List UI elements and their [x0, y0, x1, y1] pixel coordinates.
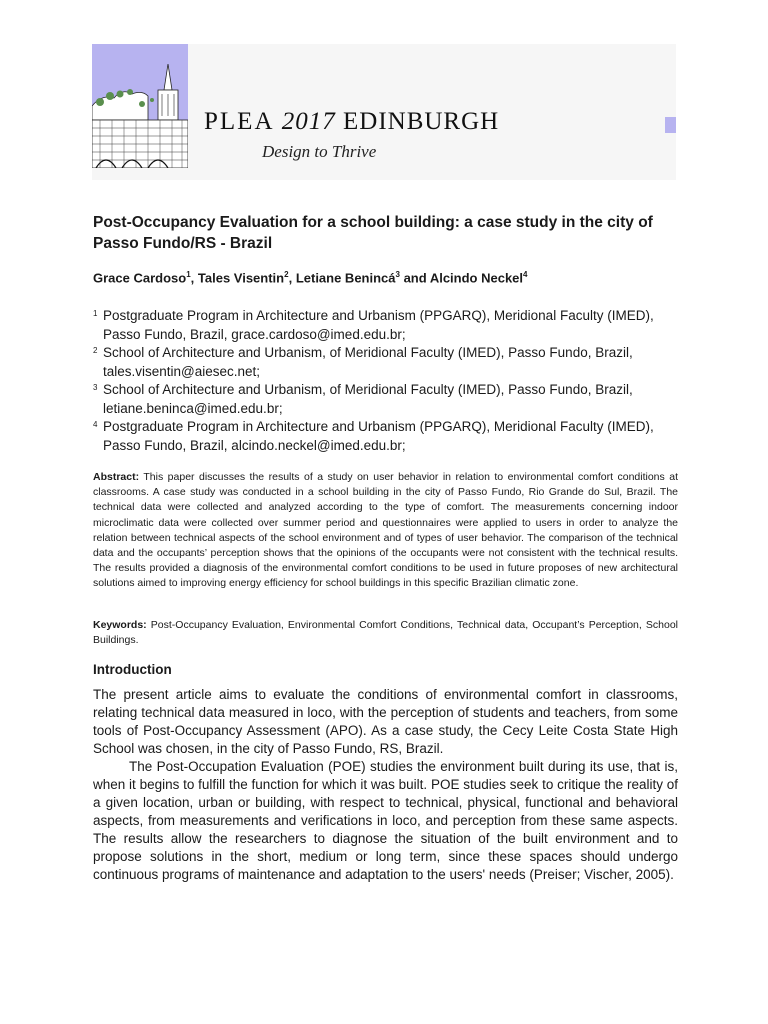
keywords-text: Post-Occupancy Evaluation, Environmental Comfort Conditions, Technical data, Occupant’s Perception, School Buildings.	[93, 619, 678, 647]
paper-title: Post-Occupancy Evaluation for a school building: a case study in the city of Passo Fundo/RS - Brazil	[93, 214, 653, 252]
author-separator: and	[399, 270, 430, 286]
affiliation-item	[93, 418, 683, 455]
author-name: Tales Visentin	[197, 270, 285, 286]
affiliation-text: Postgraduate Program in Architecture and Urbanism (PPGARQ), Meridional Faculty (IMED), Passo Fundo, Brazil, alcindo.neckel@imed.edu.br;	[103, 419, 654, 453]
abstract	[93, 470, 678, 592]
skyline-drawing	[92, 44, 188, 168]
affiliation-superscript: 4	[93, 420, 98, 429]
affiliation-superscript: 2	[93, 346, 98, 355]
abstract-label: Abstract:	[93, 471, 140, 483]
author-superscript: 1	[186, 270, 191, 279]
affiliation-text: School of Architecture and Urbanism, of Meridional Faculty (IMED), Passo Fundo, Brazil, tales.visentin@aiesec.net;	[103, 345, 633, 379]
affiliation-item	[93, 381, 683, 418]
conference-subtitle: Design to Thrive	[262, 142, 377, 161]
author-superscript: 4	[523, 270, 528, 279]
author-name: Grace Cardoso	[93, 270, 187, 286]
abstract-text: This paper discusses the results of a study on user behavior in relation to environmental comfort conditions at classrooms. A case study was conducted in a school building in the city of Passo Fundo, Rio Grande do Sul, Brazil. The technical data were collected and analyzed according to the type of comfort. The measurements concerning indoor microclimatic data were collected over summer period and questionnaires were applied to users in order to analyze the relation between technical aspects of the school environment and of types of user behavior. The comparison of the technical data and the occupants’ perception shows that the opinions of the occupants were not consistent with the technical results. The results provided a diagnosis of the environmental comfort conditions to be used in future proposes of new architectural solutions aimed to improving energy efficiency for school buildings in this specific Brazilian climatic zone.	[93, 471, 678, 590]
introduction-body	[93, 686, 678, 884]
body-paragraph: The present article aims to evaluate the conditions of environmental comfort in classrooms, relating technical data measured in loco, with the perception of students and teachers, from some tools of Post-Occupancy Assessment (APO). As a case study, the Cecy Leite Costa State High School was chosen, in the city of Passo Fundo, RS, Brazil.	[93, 687, 678, 756]
author-superscript: 3	[395, 270, 400, 279]
section-heading-introduction: Introduction	[93, 662, 172, 677]
keywords-label: Keywords:	[93, 619, 147, 631]
author-separator: ,	[288, 270, 296, 286]
affiliation-text: School of Architecture and Urbanism, of Meridional Faculty (IMED), Passo Fundo, Brazil, letiane.beninca@imed.edu.br;	[103, 382, 633, 416]
conference-name: PLEA	[204, 108, 275, 135]
author-name: Alcindo Neckel	[429, 270, 524, 286]
author-name: Letiane Benincá	[295, 270, 396, 286]
accent-square	[665, 117, 676, 133]
author-superscript: 2	[284, 270, 289, 279]
author-separator: ,	[190, 270, 198, 286]
keywords	[93, 618, 678, 648]
conference-year: 2017	[281, 108, 336, 135]
author-list	[93, 270, 678, 285]
conference-title	[204, 108, 499, 136]
affiliation-item	[93, 344, 683, 381]
affiliation-list	[93, 307, 683, 455]
affiliation-text: Postgraduate Program in Architecture and Urbanism (PPGARQ), Meridional Faculty (IMED), Passo Fundo, Brazil, grace.cardoso@imed.edu.br;	[103, 308, 654, 342]
body-paragraph: The Post-Occupation Evaluation (POE) studies the environment built during its use, that is, when it begins to fulfill the function for which it was built. POE studies seek to critique the reality of a given location, urban or building, with respect to technical, physical, functional and behavioral aspects, from measurements and verifications in loco, and perception from these same aspects. The results allow the researchers to diagnose the situation of the built environment and to propose solutions in the short, medium or long term, since these spaces should undergo continuous programs of maintenance and adaptation to the users' needs (Preiser; Vischer, 2005).	[93, 759, 678, 882]
affiliation-superscript: 3	[93, 383, 98, 392]
affiliation-item	[93, 307, 683, 344]
edinburgh-skyline-logo	[92, 44, 188, 168]
affiliation-superscript: 1	[93, 309, 98, 318]
conference-city: EDINBURGH	[343, 108, 500, 135]
